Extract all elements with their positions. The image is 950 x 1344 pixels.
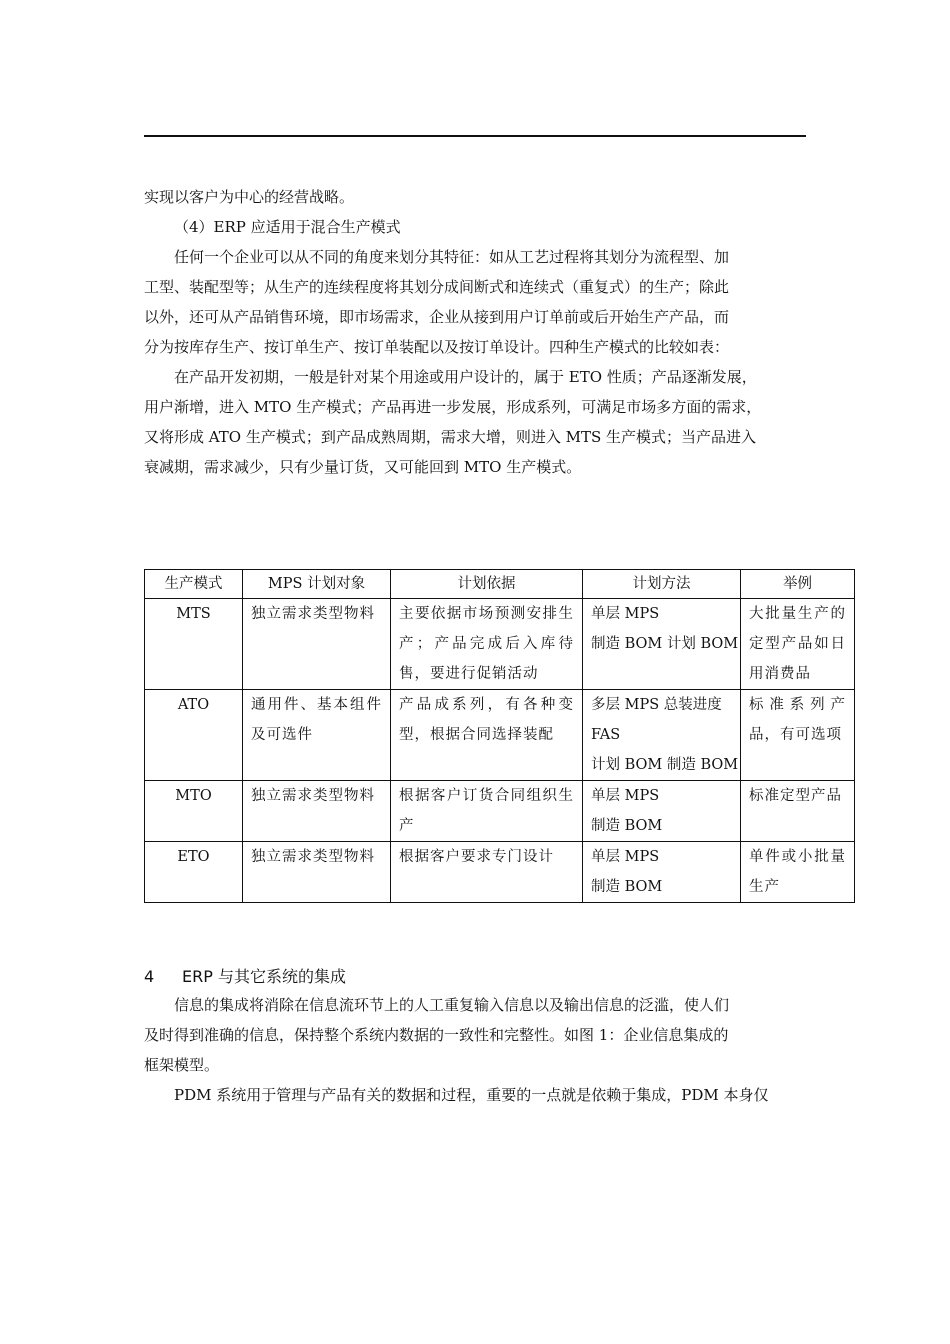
- method-line: 多层 MPS 总装进度: [591, 697, 722, 713]
- method-line: 单层 MPS: [591, 606, 660, 622]
- cell-example: 标准系列产品，有可选项: [741, 690, 855, 781]
- table-row: [145, 599, 855, 690]
- cell-basis: 主要依据市场预测安排生产；产品完成后入库待售，要进行促销活动: [391, 599, 583, 690]
- paragraph-line: 在产品开发初期，一般是针对某个用途或用户设计的，属于 ETO 性质；产品逐渐发展，: [174, 368, 757, 386]
- paragraph-line: 以外，还可从产品销售环境，即市场需求，企业从接到用户订单前或后开始生产产品，而: [144, 308, 730, 326]
- section-heading: [144, 964, 346, 987]
- cell-mode: ETO: [145, 842, 243, 903]
- cell-method: [583, 599, 741, 690]
- subsection-text: （4）ERP 应适用于混合生产模式: [174, 218, 401, 236]
- header-rule: [144, 135, 806, 137]
- paragraph-pdm: [144, 1080, 806, 1110]
- cell-example: 标准定型产品: [741, 781, 855, 842]
- section-number: 4: [144, 967, 155, 986]
- table-row: [145, 842, 855, 903]
- method-line: 制造 BOM 计划 BOM: [591, 636, 739, 652]
- cell-object: 独立需求类型物料: [243, 842, 391, 903]
- production-mode-table: [144, 569, 855, 903]
- method-line: 单层 MPS: [591, 788, 660, 804]
- cell-method: [583, 690, 741, 781]
- paragraph-line: 及时得到准确的信息，保持整个系统内数据的一致性和完整性。如图 1：企业信息集成的: [144, 1026, 729, 1044]
- header-mode: 生产模式: [145, 570, 243, 599]
- cell-basis: 产品成系列，有各种变型，根据合同选择装配: [391, 690, 583, 781]
- table-row: [145, 781, 855, 842]
- table-header-row: [145, 570, 855, 599]
- method-line: FAS: [591, 727, 621, 743]
- paragraph-line: 任何一个企业可以从不同的角度来划分其特征：如从工艺过程将其划分为流程型、加: [174, 248, 730, 266]
- cell-object: 通用件、基本组件及可选件: [243, 690, 391, 781]
- paragraph-line: 工型、装配型等；从生产的连续程度将其划分成间断式和连续式（重复式）的生产；除此: [144, 278, 730, 296]
- header-method: 计划方法: [583, 570, 741, 599]
- paragraph-production-features: [144, 242, 806, 362]
- cell-method: [583, 781, 741, 842]
- method-line: 单层 MPS: [591, 849, 660, 865]
- method-line: 计划 BOM 制造 BOM: [591, 757, 739, 773]
- header-example: 举例: [741, 570, 855, 599]
- cell-object: 独立需求类型物料: [243, 599, 391, 690]
- paragraph-line: 分为按库存生产、按订单生产、按订单装配以及按订单设计。四种生产模式的比较如表：: [144, 338, 730, 356]
- cell-basis: 根据客户要求专门设计: [391, 842, 583, 903]
- cell-mode: MTS: [145, 599, 243, 690]
- paragraph-line: 框架模型。: [144, 1056, 220, 1074]
- method-line: 制造 BOM: [591, 879, 663, 895]
- intro-text: 实现以客户为中心的经营战略。: [144, 188, 355, 206]
- method-line: 制造 BOM: [591, 818, 663, 834]
- cell-mode: ATO: [145, 690, 243, 781]
- cell-mode: MTO: [145, 781, 243, 842]
- table-row: [145, 690, 855, 781]
- paragraph-line: 又将形成 ATO 生产模式；到产品成熟周期，需求大增，则进入 MTS 生产模式；当产品进入: [144, 428, 757, 446]
- paragraph-integration: [144, 990, 806, 1080]
- cell-object: 独立需求类型物料: [243, 781, 391, 842]
- paragraph-product-lifecycle: [144, 362, 806, 482]
- cell-example: 大批量生产的定型产品如日用消费品: [741, 599, 855, 690]
- subsection-title: [174, 212, 836, 242]
- paragraph-line: 信息的集成将消除在信息流环节上的人工重复输入信息以及输出信息的泛滥，使人们: [174, 996, 730, 1014]
- header-basis: 计划依据: [391, 570, 583, 599]
- cell-basis: 根据客户订货合同组织生产: [391, 781, 583, 842]
- paragraph-line: 衰减期，需求减少，只有少量订货，又可能回到 MTO 生产模式。: [144, 458, 582, 476]
- paragraph-line: 用户渐增，进入 MTO 生产模式；产品再进一步发展，形成系列，可满足市场多方面的需求，: [144, 398, 762, 416]
- cell-method: [583, 842, 741, 903]
- cell-example: 单件或小批量生产: [741, 842, 855, 903]
- paragraph-line: PDM 系统用于管理与产品有关的数据和过程，重要的一点就是依赖于集成，PDM 本身仅: [174, 1086, 769, 1104]
- header-mps-object: MPS 计划对象: [243, 570, 391, 599]
- section-title: ERP 与其它系统的集成: [182, 967, 346, 986]
- intro-line: [144, 182, 806, 212]
